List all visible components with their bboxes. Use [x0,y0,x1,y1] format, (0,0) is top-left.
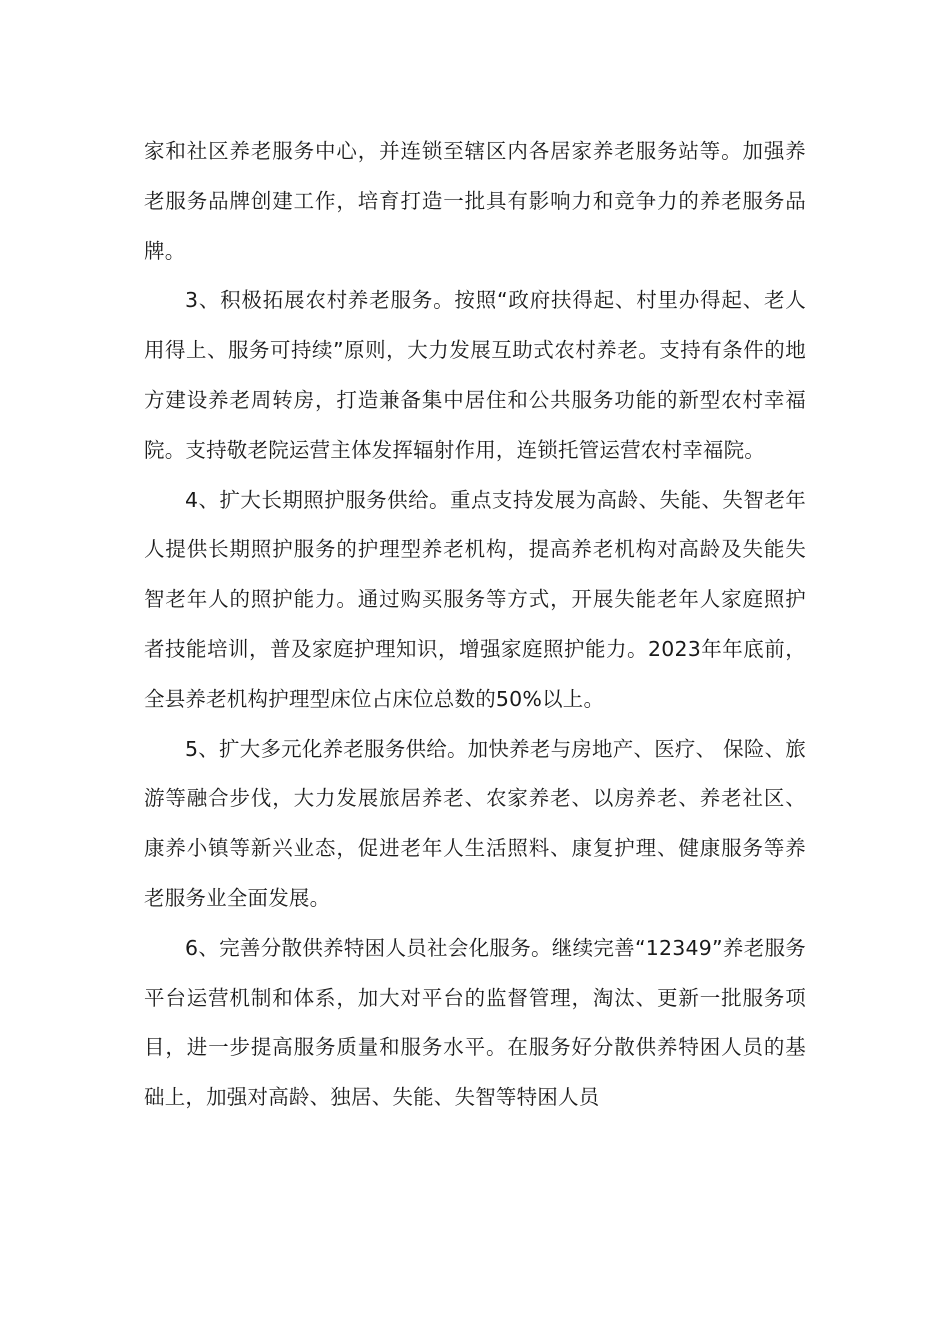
paragraph-item-3: 3、积极拓展农村养老服务。按照“政府扶得起、村里办得起、老人用得上、服务可持续”原则，大力发展互助式农村养老。支持有条件的地方建设养老周转房，打造兼备集中居住和公共服务功能的新型农村幸福院。支持敬老院运营主体发挥辐射作用，连锁托管运营农村幸福院。 [144,288,806,462]
document-body [144,127,806,1123]
paragraph-item-6: 6、完善分散供养特困人员社会化服务。继续完善“12349”养老服务平台运营机制和体系，加大对平台的监督管理，淘汰、更新一批服务项目，进一步提高服务质量和服务水平。在服务好分散供养特困人员的基础上，加强对高龄、独居、失能、失智等特困人员 [144,935,806,1110]
paragraph-continuation: 家和社区养老服务中心，并连锁至辖区内各居家养老服务站等。加强养老服务品牌创建工作，培育打造一批具有影响力和竞争力的养老服务品牌。 [144,139,806,263]
paragraph-item-5: 5、扩大多元化养老服务供给。加快养老与房地产、医疗、 保险、旅游等融合步伐，大力发展旅居养老、农家养老、以房养老、养老社区、康养小镇等新兴业态，促进老年人生活照料、康复护理、健康服务等养老服务业全面发展。 [144,736,806,910]
paragraph-item-4: 4、扩大长期照护服务供给。重点支持发展为高龄、失能、失智老年人提供长期照护服务的护理型养老机构，提高养老机构对高龄及失能失智老年人的照护能力。通过购买服务等方式，开展失能老年人家庭照护者技能培训，普及家庭护理知识，增强家庭照护能力。2023年年底前，全县养老机构护理型床位占床位总数的50%以上。 [144,487,806,711]
